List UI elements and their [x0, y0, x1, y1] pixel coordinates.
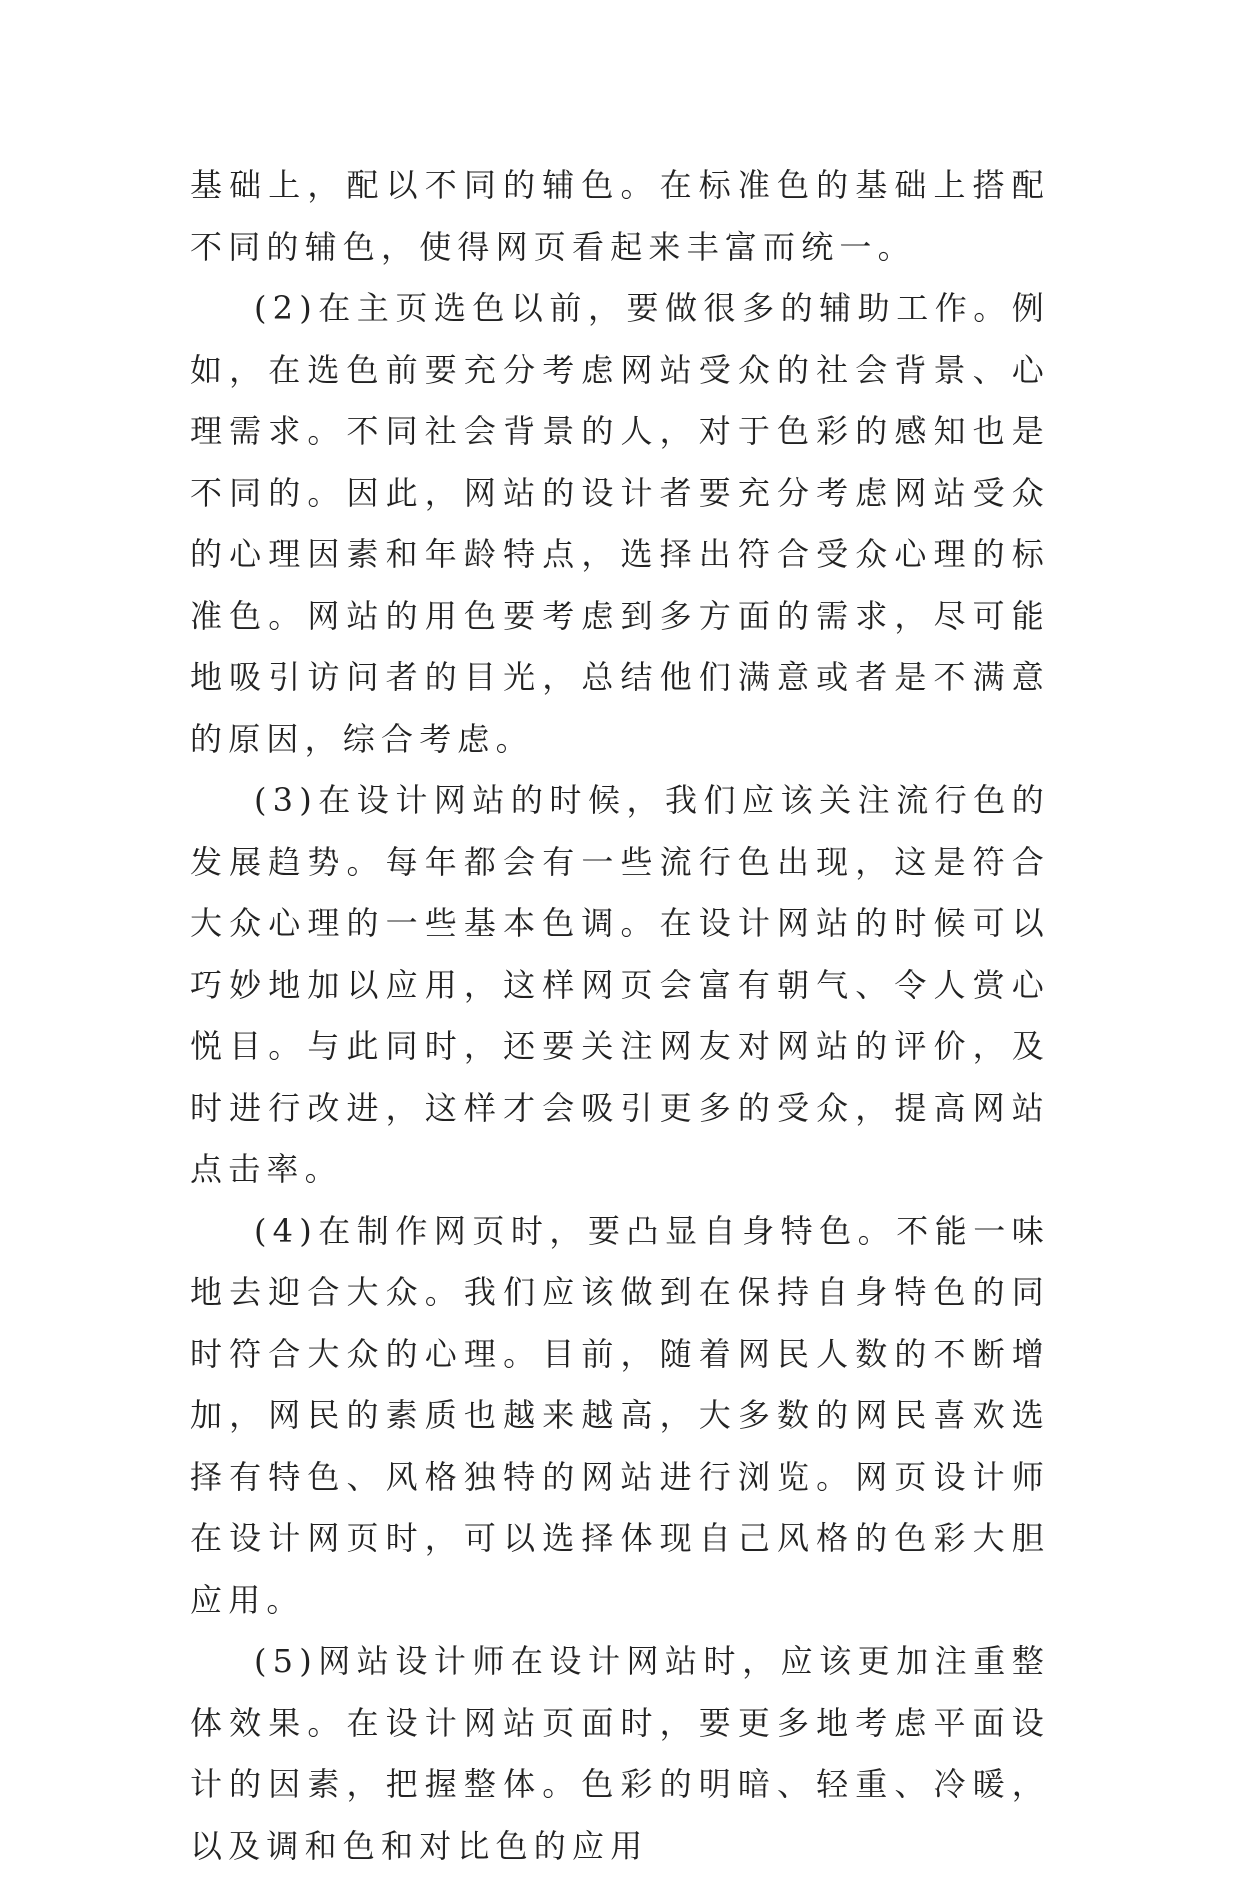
paragraph-point-5: (5)网站设计师在设计网站时，应该更加注重整体效果。在设计网站页面时，要更多地考虑平面设计的因素，把握整体。色彩的明暗、轻重、冷暖，以及调和色和对比色的应用: [190, 1642, 1050, 1865]
paragraph-point-3: (3)在设计网站的时候，我们应该关注流行色的发展趋势。每年都会有一些流行色出现，这是符合大众心理的一些基本色调。在设计网站的时候可以巧妙地加以应用，这样网页会富有朝气、令人赏心悦目。与此同时，还要关注网友对网站的评价，及时进行改进，这样才会吸引更多的受众，提高网站点击率。: [190, 781, 1050, 1188]
document-body: [190, 155, 1050, 1877]
paragraph-point-2: (2)在主页选色以前，要做很多的辅助工作。例如，在选色前要充分考虑网站受众的社会背景、心理需求。不同社会背景的人，对于色彩的感知也是不同的。因此，网站的设计者要充分考虑网站受众的心理因素和年龄特点，选择出符合受众心理的标准色。网站的用色要考虑到多方面的需求，尽可能地吸引访问者的目光，总结他们满意或者是不满意的原因，综合考虑。: [190, 289, 1050, 758]
paragraph-point-4: (4)在制作网页时，要凸显自身特色。不能一味地去迎合大众。我们应该做到在保持自身特色的同时符合大众的心理。目前，随着网民人数的不断增加，网民的素质也越来越高，大多数的网民喜欢选择有特色、风格独特的网站进行浏览。网页设计师在设计网页时，可以选择体现自己风格的色彩大胆应用。: [190, 1211, 1050, 1619]
paragraph-continuation: 基础上，配以不同的辅色。在标准色的基础上搭配不同的辅色，使得网页看起来丰富而统一。: [190, 166, 1050, 266]
